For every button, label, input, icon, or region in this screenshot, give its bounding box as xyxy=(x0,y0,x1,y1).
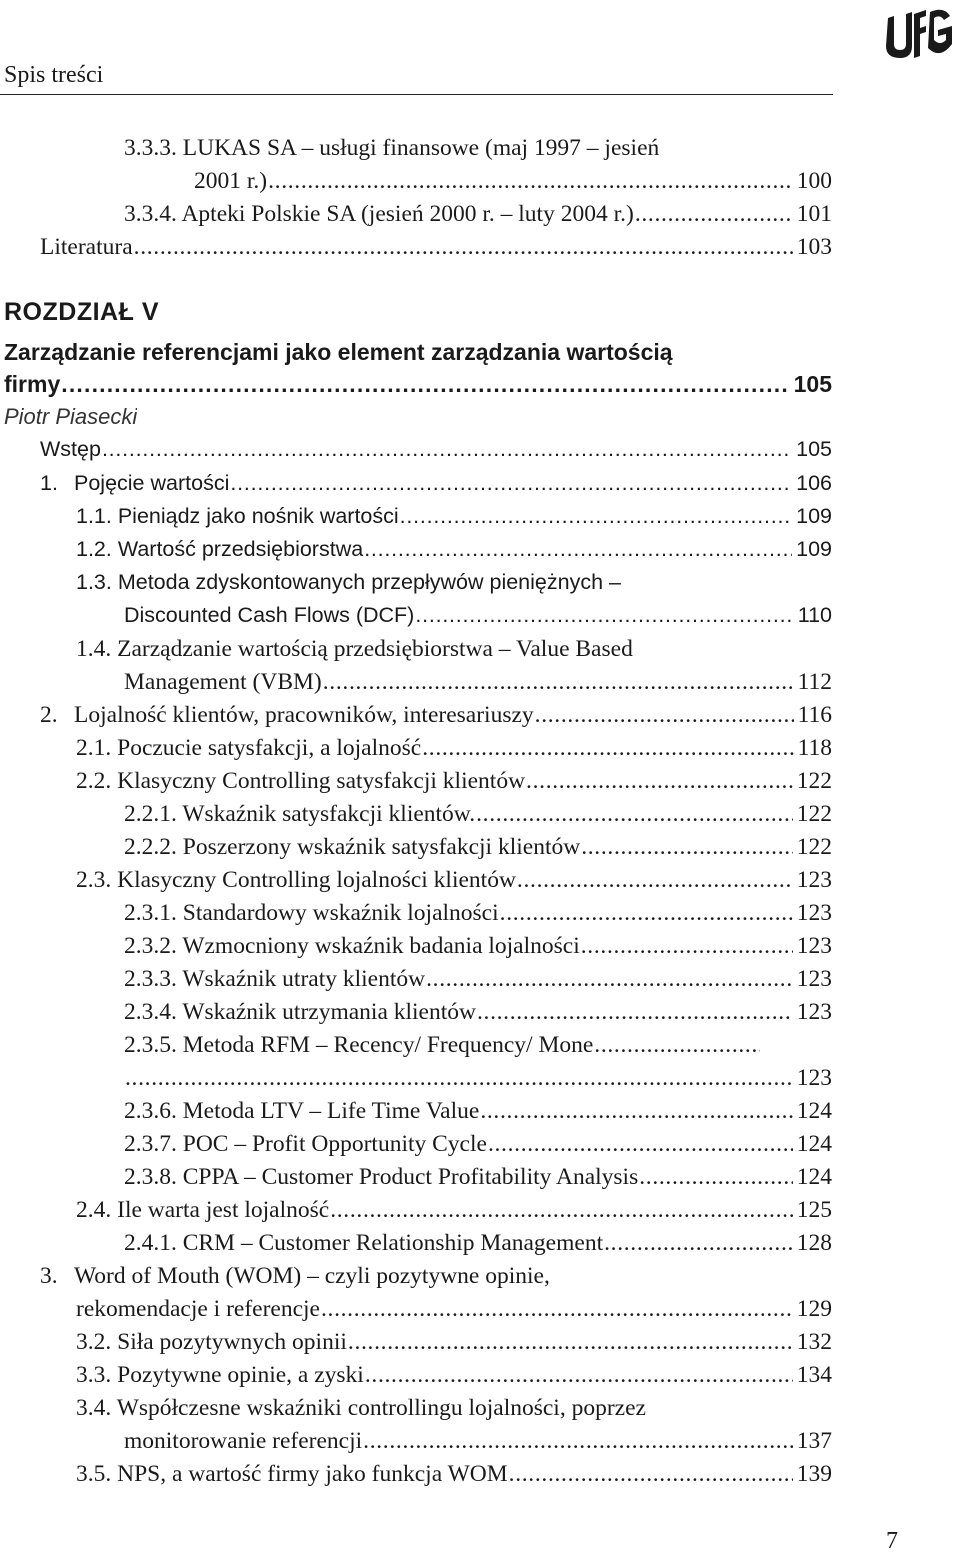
toc-leader-dots xyxy=(580,831,793,864)
toc-leader-dots xyxy=(603,1227,793,1260)
toc-entry xyxy=(76,1326,832,1359)
toc-entry-title: 1.4. Zarządzanie wartością przedsiębiorstwa – Value Based xyxy=(76,636,633,662)
toc-entry xyxy=(124,897,832,930)
toc-entry-title: 3.5. NPS, a wartość firmy jako funkcja WOM xyxy=(76,1461,508,1487)
toc-entry xyxy=(124,831,832,864)
toc-entry-page: 109 xyxy=(796,504,832,528)
toc-entry-title: Management (VBM) xyxy=(124,669,322,695)
toc-entry xyxy=(124,1161,832,1194)
toc-entry xyxy=(194,165,832,198)
toc-leader-dots xyxy=(60,368,789,401)
toc-leader-dots xyxy=(516,864,793,897)
running-head: Spis treści xyxy=(4,62,104,88)
toc-entry xyxy=(76,1359,832,1392)
toc-leader-dots xyxy=(499,897,793,930)
toc-entry xyxy=(4,336,673,369)
toc-leader-dots xyxy=(364,1359,793,1392)
toc-entry xyxy=(4,400,137,433)
toc-entry-page: 128 xyxy=(796,1230,832,1256)
toc-entry-title: 2.3.6. Metoda LTV – Life Time Value xyxy=(124,1098,480,1124)
toc-leader-dots xyxy=(363,533,792,566)
toc-entry-title: Wstęp xyxy=(40,437,101,461)
toc-entry-page: 123 xyxy=(796,966,832,992)
toc-leader-dots xyxy=(593,1029,760,1062)
toc-entry xyxy=(124,1425,832,1458)
toc-entry-title: 2.3.8. CPPA – Customer Product Profitability Analysis xyxy=(124,1164,639,1190)
toc-entry xyxy=(76,732,832,765)
toc-leader-dots xyxy=(414,599,793,632)
page-number: 7 xyxy=(886,1528,898,1554)
toc-entry-page: 123 xyxy=(796,999,832,1025)
toc-leader-dots xyxy=(329,1194,793,1227)
toc-entry-page: 101 xyxy=(796,201,832,227)
toc-entry-title: 2.3.7. POC – Profit Opportunity Cycle xyxy=(124,1131,487,1157)
toc-entry-page: 105 xyxy=(796,437,832,461)
toc-entry xyxy=(4,296,159,329)
toc-entry xyxy=(124,996,832,1029)
toc-entry xyxy=(124,963,832,996)
toc-entry xyxy=(76,1458,832,1491)
toc-entry-title: 3.3. Pozytywne opinie, a zyski xyxy=(76,1362,364,1388)
toc-entry-page: 124 xyxy=(796,1131,832,1157)
toc-entry-title: 1.1. Pieniądz jako nośnik wartości xyxy=(76,504,399,528)
toc-leader-dots xyxy=(421,732,793,765)
toc-entry-page: 139 xyxy=(796,1461,832,1487)
toc-entry-page: 124 xyxy=(796,1164,832,1190)
toc-entry-title: 2.2.1. Wskaźnik satysfakcji klientów. xyxy=(124,801,476,827)
toc-entry xyxy=(124,132,659,165)
toc-entry xyxy=(76,1194,832,1227)
toc-entry-page: 123 xyxy=(796,900,832,926)
toc-entry-number: 1. xyxy=(40,471,58,495)
toc-entry-page: 122 xyxy=(796,834,832,860)
toc-leader-dots xyxy=(362,1425,793,1458)
toc-entry xyxy=(76,1293,832,1326)
toc-entry xyxy=(124,1128,832,1161)
toc-leader-dots xyxy=(580,930,793,963)
toc-entry xyxy=(124,1095,832,1128)
toc-entry xyxy=(40,231,832,264)
toc-entry-title: Discounted Cash Flows (DCF) xyxy=(124,603,415,627)
toc-entry xyxy=(124,1227,832,1260)
toc-entry xyxy=(76,1392,646,1425)
toc-leader-dots xyxy=(475,798,793,831)
toc-entry-title: 2.1. Poczucie satysfakcji, a lojalność xyxy=(76,735,422,761)
toc-entry-title: 1.3. Metoda zdyskontowanych przepływów pieniężnych – xyxy=(76,570,621,594)
toc-entry-title: 2001 r.) xyxy=(194,168,268,194)
toc-entry-page: 106 xyxy=(796,471,832,495)
toc-entry xyxy=(76,566,621,599)
toc-entry-title: 1.2. Wartość przedsiębiorstwa xyxy=(76,537,364,561)
toc-entry xyxy=(76,633,633,666)
toc-leader-dots xyxy=(347,1326,793,1359)
toc-entry-title: ROZDZIAŁ V xyxy=(4,298,159,326)
toc-entry-title: 2.4. Ile warta jest lojalność xyxy=(76,1197,330,1223)
toc-leader-dots xyxy=(229,467,792,500)
toc-entry-page: 123 xyxy=(796,1065,832,1091)
toc-leader-dots xyxy=(320,1293,793,1326)
toc-entry xyxy=(124,666,832,699)
toc-entry xyxy=(4,368,832,401)
toc-leader-dots xyxy=(487,1128,793,1161)
toc-entry-number: 2. xyxy=(40,702,58,728)
toc-entry-title: 2.2. Klasyczny Controlling satysfakcji klientów xyxy=(76,768,526,794)
toc-entry-page: 122 xyxy=(796,801,832,827)
toc-entry xyxy=(124,198,832,231)
toc-leader-dots xyxy=(124,1062,793,1095)
toc-entry-title: 2.4.1. CRM – Customer Relationship Management xyxy=(124,1230,604,1256)
toc-entry xyxy=(76,500,832,533)
toc-entry-title: 3.2. Siła pozytywnych opinii xyxy=(76,1329,347,1355)
toc-entry-page: 134 xyxy=(796,1362,832,1388)
toc-leader-dots xyxy=(479,1095,792,1128)
toc-entry-title: Literatura xyxy=(40,234,133,260)
toc-entry-title: 2.3.3. Wskaźnik utraty klientów xyxy=(124,966,426,992)
toc-leader-dots xyxy=(534,699,794,732)
toc-entry-title: Pojęcie wartości xyxy=(74,471,230,495)
toc-entry-page: 125 xyxy=(796,1197,832,1223)
toc-leader-dots xyxy=(425,963,793,996)
toc-entry-page: 109 xyxy=(796,537,832,561)
toc-entry-page: 122 xyxy=(796,768,832,794)
toc-entry-page: 110 xyxy=(797,603,832,627)
toc-entry-page: 103 xyxy=(796,234,832,260)
toc-entry-title: Zarządzanie referencjami jako element zarządzania wartością xyxy=(4,339,673,365)
toc-entry-page: 129 xyxy=(796,1296,832,1322)
toc-entry-number: 3. xyxy=(40,1263,58,1289)
toc-entry xyxy=(76,864,832,897)
toc-leader-dots xyxy=(101,433,792,466)
toc-entry xyxy=(76,533,832,566)
toc-leader-dots xyxy=(634,198,793,231)
toc-entry-page: 118 xyxy=(797,735,832,761)
toc-entry-title: 2.2.2. Poszerzony wskaźnik satysfakcji klientów xyxy=(124,834,581,860)
toc-entry-title: 2.3.1. Standardowy wskaźnik lojalności xyxy=(124,900,499,926)
toc-entry-title: rekomendacje i referencje xyxy=(76,1296,320,1322)
toc-entry-page: 105 xyxy=(793,371,832,397)
toc-entry xyxy=(124,1062,832,1095)
toc-leader-dots xyxy=(638,1161,793,1194)
toc-entry-title: 2.3.5. Metoda RFM – Recency/ Frequency/ Mone xyxy=(124,1032,594,1058)
toc-leader-dots xyxy=(525,765,793,798)
toc-entry-title: Lojalność klientów, pracowników, interesariuszy xyxy=(74,702,534,728)
toc-entry-page: 123 xyxy=(796,933,832,959)
toc-entry-title: 2.3. Klasyczny Controlling lojalności klientów xyxy=(76,867,516,893)
toc-entry-title: 3.3.3. LUKAS SA – usługi finansowe (maj 1997 – jesień xyxy=(124,135,660,161)
toc-entry xyxy=(40,433,832,466)
toc-entry-page: 123 xyxy=(796,867,832,893)
toc-entry-title: 2.3.4. Wskaźnik utrzymania klientów xyxy=(124,999,476,1025)
toc-entry xyxy=(40,699,832,732)
toc-entry-page: 132 xyxy=(796,1329,832,1355)
toc-entry xyxy=(124,930,832,963)
toc-entry-page: 112 xyxy=(797,669,832,695)
toc-entry-title: 3.3.4. Apteki Polskie SA (jesień 2000 r. – luty 2004 r.) xyxy=(124,201,634,227)
toc-entry-title: 2.3.2. Wzmocniony wskaźnik badania lojalności xyxy=(124,933,580,959)
toc-leader-dots xyxy=(267,165,793,198)
toc-leader-dots xyxy=(508,1458,793,1491)
toc-entry-title: Word of Mouth (WOM) – czyli pozytywne opinie, xyxy=(74,1263,550,1289)
toc-entry-page: 100 xyxy=(796,168,832,194)
toc-entry-title: 3.4. Współczesne wskaźniki controllingu lojalności, poprzez xyxy=(76,1395,646,1421)
toc-entry-page: 137 xyxy=(796,1428,832,1454)
toc-leader-dots xyxy=(399,500,792,533)
toc-entry xyxy=(124,1029,760,1062)
toc-leader-dots xyxy=(133,231,793,264)
toc-entry-title: Piotr Piasecki xyxy=(4,404,138,429)
toc-entry xyxy=(40,467,832,500)
toc-entry xyxy=(76,765,832,798)
toc-entry xyxy=(124,798,832,831)
toc-leader-dots xyxy=(322,666,794,699)
toc-entry-title: firmy xyxy=(4,371,61,397)
toc-leader-dots xyxy=(476,996,793,1029)
toc-entry xyxy=(124,599,832,632)
toc-entry-title: monitorowanie referencji xyxy=(124,1428,363,1454)
toc-entry-page: 116 xyxy=(797,702,832,728)
toc-entry xyxy=(40,1260,550,1293)
toc-entry-page: 124 xyxy=(796,1098,832,1124)
